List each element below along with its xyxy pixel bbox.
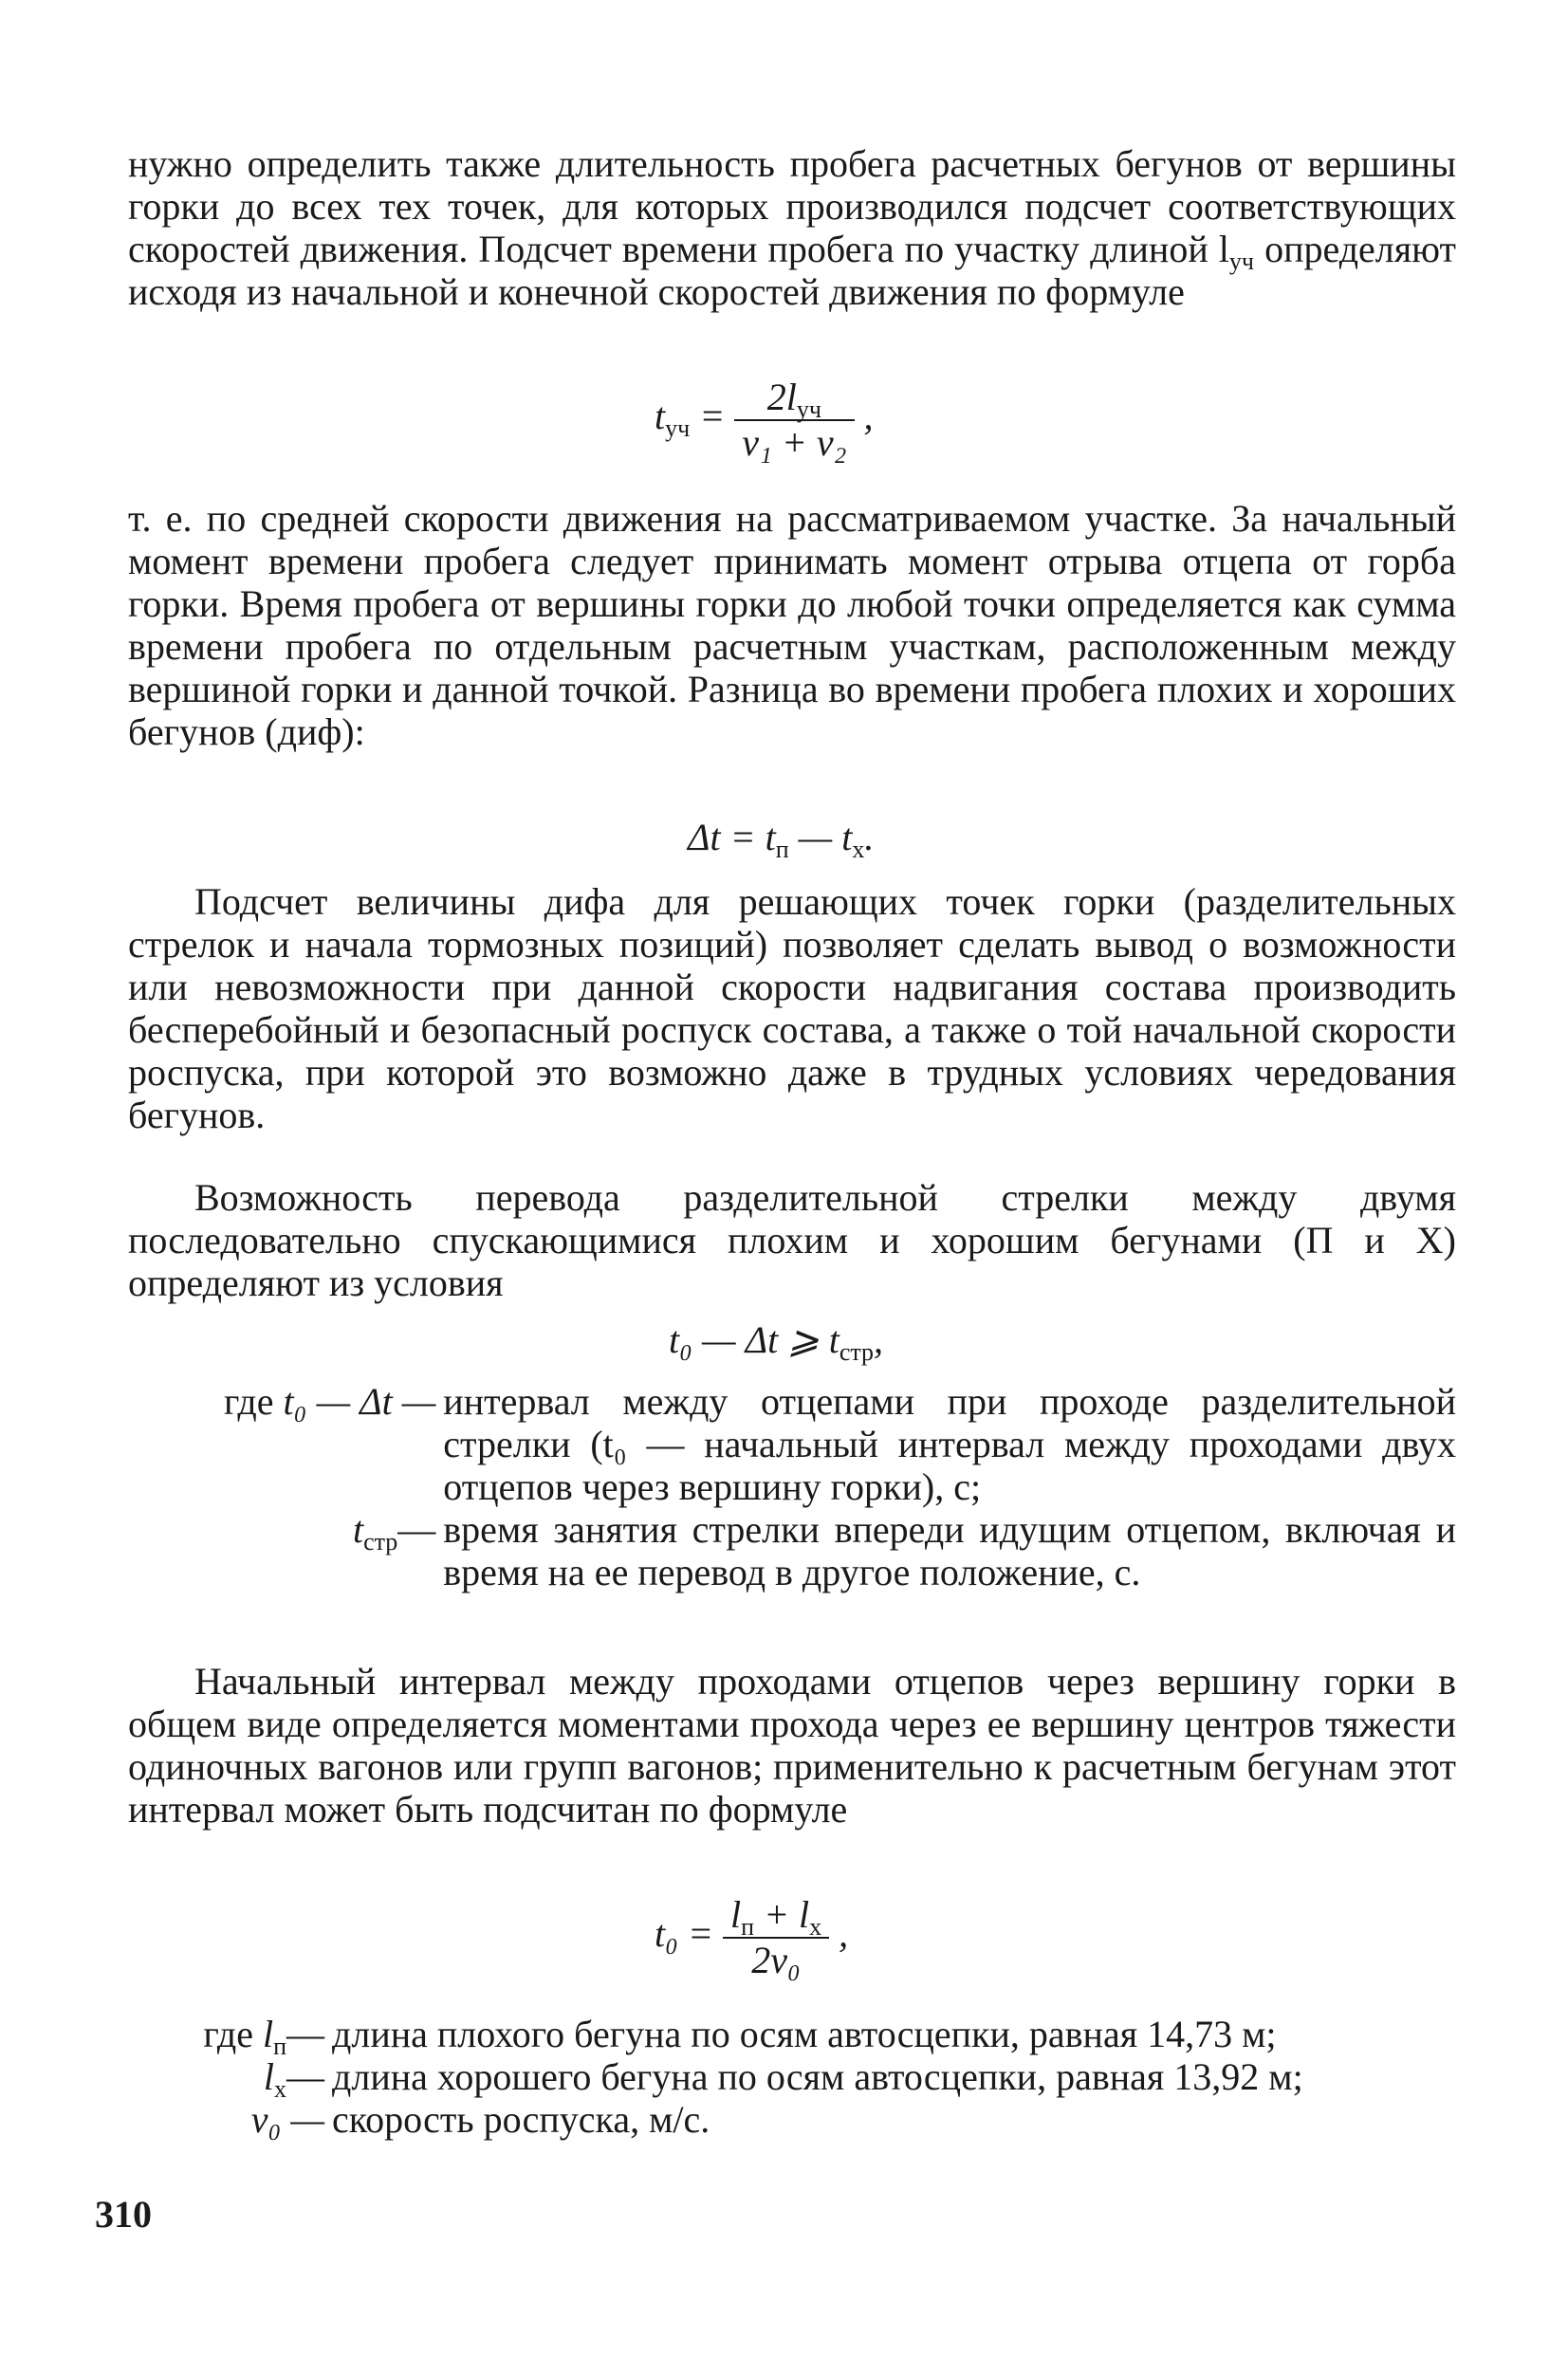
definition-term: [128, 1508, 436, 1556]
formula-4-num-plus: + l: [754, 1893, 810, 1936]
definition-row: [161, 2055, 1456, 2103]
definition-text: длина хорошего бегуна по осям автосцепки, равная 13,92 м;: [332, 2055, 1303, 2098]
definition-term-sub: п: [273, 2033, 286, 2060]
definition-row: [161, 2013, 1456, 2060]
formula-2-sub2: х: [852, 836, 865, 863]
formula-3-sub: стр: [839, 1338, 875, 1366]
definition-text: время занятия стрелки впереди идущим отцепом, включая и время на ее перевод в другое положение, с.: [443, 1508, 1456, 1593]
formula-4-num-a-sub: п: [741, 1913, 755, 1941]
formula-4-fraction: [723, 1895, 829, 1980]
paragraph-1-tail: определяют исходя из начальной и конечной скоростей движения по формуле: [128, 228, 1457, 313]
paragraph-3: Подсчет величины дифа для решающих точек горки (разделительных стрелок и начала тормозных позиций) позволяет сделать вывод о возможности или невозможности при данной скорости надвигания состава производить бесперебойный и безопасный роспуск состава, а также о той начальной скорости роспуска, при которой это возможно даже в трудных условиях чередования бегунов.: [128, 880, 1456, 1136]
definition-term: v₀ —: [250, 2098, 324, 2141]
definition-term: [161, 2055, 324, 2103]
formula-2-mid: — t: [788, 816, 853, 858]
definition-row: [128, 1380, 1456, 1508]
definitions-1: [128, 1380, 1456, 1593]
formula-2-main: Δt = t: [688, 816, 776, 858]
formula-1-denominator: v₁ + v₂: [742, 421, 847, 464]
formula-1-eq: =: [699, 395, 726, 438]
formula-3-main: t₀ — Δt ⩾ t: [669, 1318, 839, 1361]
formula-4-num-a: l: [730, 1893, 742, 1936]
definitions-2: [161, 2013, 1456, 2141]
definition-term-tail: —: [286, 2055, 324, 2098]
definition-term-tail: —: [286, 2013, 324, 2055]
paragraph-1: [128, 142, 1456, 313]
formula-4-num-b-sub: х: [809, 1913, 822, 1941]
definition-term: [161, 2013, 324, 2060]
definition-term-text: l: [263, 2055, 274, 2098]
formula-1-lhs-sub: уч: [665, 414, 691, 443]
page-number: 310: [95, 2193, 152, 2236]
definition-term-text: l: [262, 2013, 274, 2055]
paragraph-4: Возможность перевода разделительной стрелки между двумя последовательно спускающимися плохим и хорошим бегунами (П и Х) определяют из условия: [128, 1176, 1456, 1304]
formula-1-fraction: [734, 377, 854, 463]
definition-term: [128, 1380, 435, 1423]
formula-1-lhs: t: [655, 395, 666, 438]
definition-term-sub: х: [274, 2075, 286, 2103]
definition-text: длина плохого бегуна по осям автосцепки, равная 14,73 м;: [332, 2013, 1277, 2055]
paragraph-2: т. е. по средней скорости движения на рассматриваемом участке. За начальный момент времени пробега следует принимать момент отрыва отцепа от горба горки. Время пробега от вершины горки до любой точки определяется как сумма времени пробега по отдельным расчетным участкам, расположенным между вершиной горки и данной точкой. Разница во времени пробега плохих и хороших бегунов (диф):: [128, 497, 1456, 753]
definition-term-text: t: [352, 1508, 364, 1551]
formula-condition: [669, 1318, 884, 1366]
formula-2-tail: .: [864, 816, 875, 858]
formula-4-denominator: 2v₀: [751, 1939, 801, 1981]
formula-t-uch: [655, 377, 874, 463]
definition-term-tail: —: [397, 1508, 436, 1551]
formula-1-tail: ,: [863, 395, 874, 438]
formula-1-numerator: 2l: [766, 376, 797, 418]
definition-lead: где: [224, 1380, 274, 1423]
formula-1-numerator-sub: уч: [796, 396, 821, 423]
definition-term-text: t₀ — Δt —: [283, 1380, 436, 1423]
formula-4-tail: ,: [839, 1912, 849, 1956]
definition-row: [128, 1508, 1456, 1593]
paragraph-1-text: нужно определить также длительность пробега расчетных бегунов от вершины горки до всех тех точек, для которых производился подсчет соответствующих скоростей движения. Подсчет времени пробега по участку длиной l: [128, 142, 1456, 270]
definition-text: скорость роспуска, м/с.: [332, 2098, 710, 2141]
formula-t0: [655, 1895, 848, 1980]
definition-text: интервал между отцепами при проходе разделительной стрелки (t₀ — начальный интервал между проходами двух отцепов через вершину горки), с;: [443, 1380, 1456, 1508]
formula-2-sub1: п: [775, 836, 789, 863]
formula-delta-t: [688, 816, 875, 863]
definition-row: [161, 2098, 1456, 2141]
paragraph-5: Начальный интервал между проходами отцепов через вершину горки в общем виде определяется моментами прохода через ее вершину центров тяжести одиночных вагонов или групп вагонов; применительно к расчетным бегунам этот интервал может быть подсчитан по формуле: [128, 1660, 1456, 1831]
definition-term-sub: стр: [363, 1528, 398, 1556]
formula-3-tail: ,: [874, 1318, 884, 1361]
formula-4-lhs: t₀ =: [655, 1912, 714, 1956]
definition-lead: где: [203, 2013, 253, 2055]
paragraph-1-subscript: уч: [1228, 248, 1254, 275]
